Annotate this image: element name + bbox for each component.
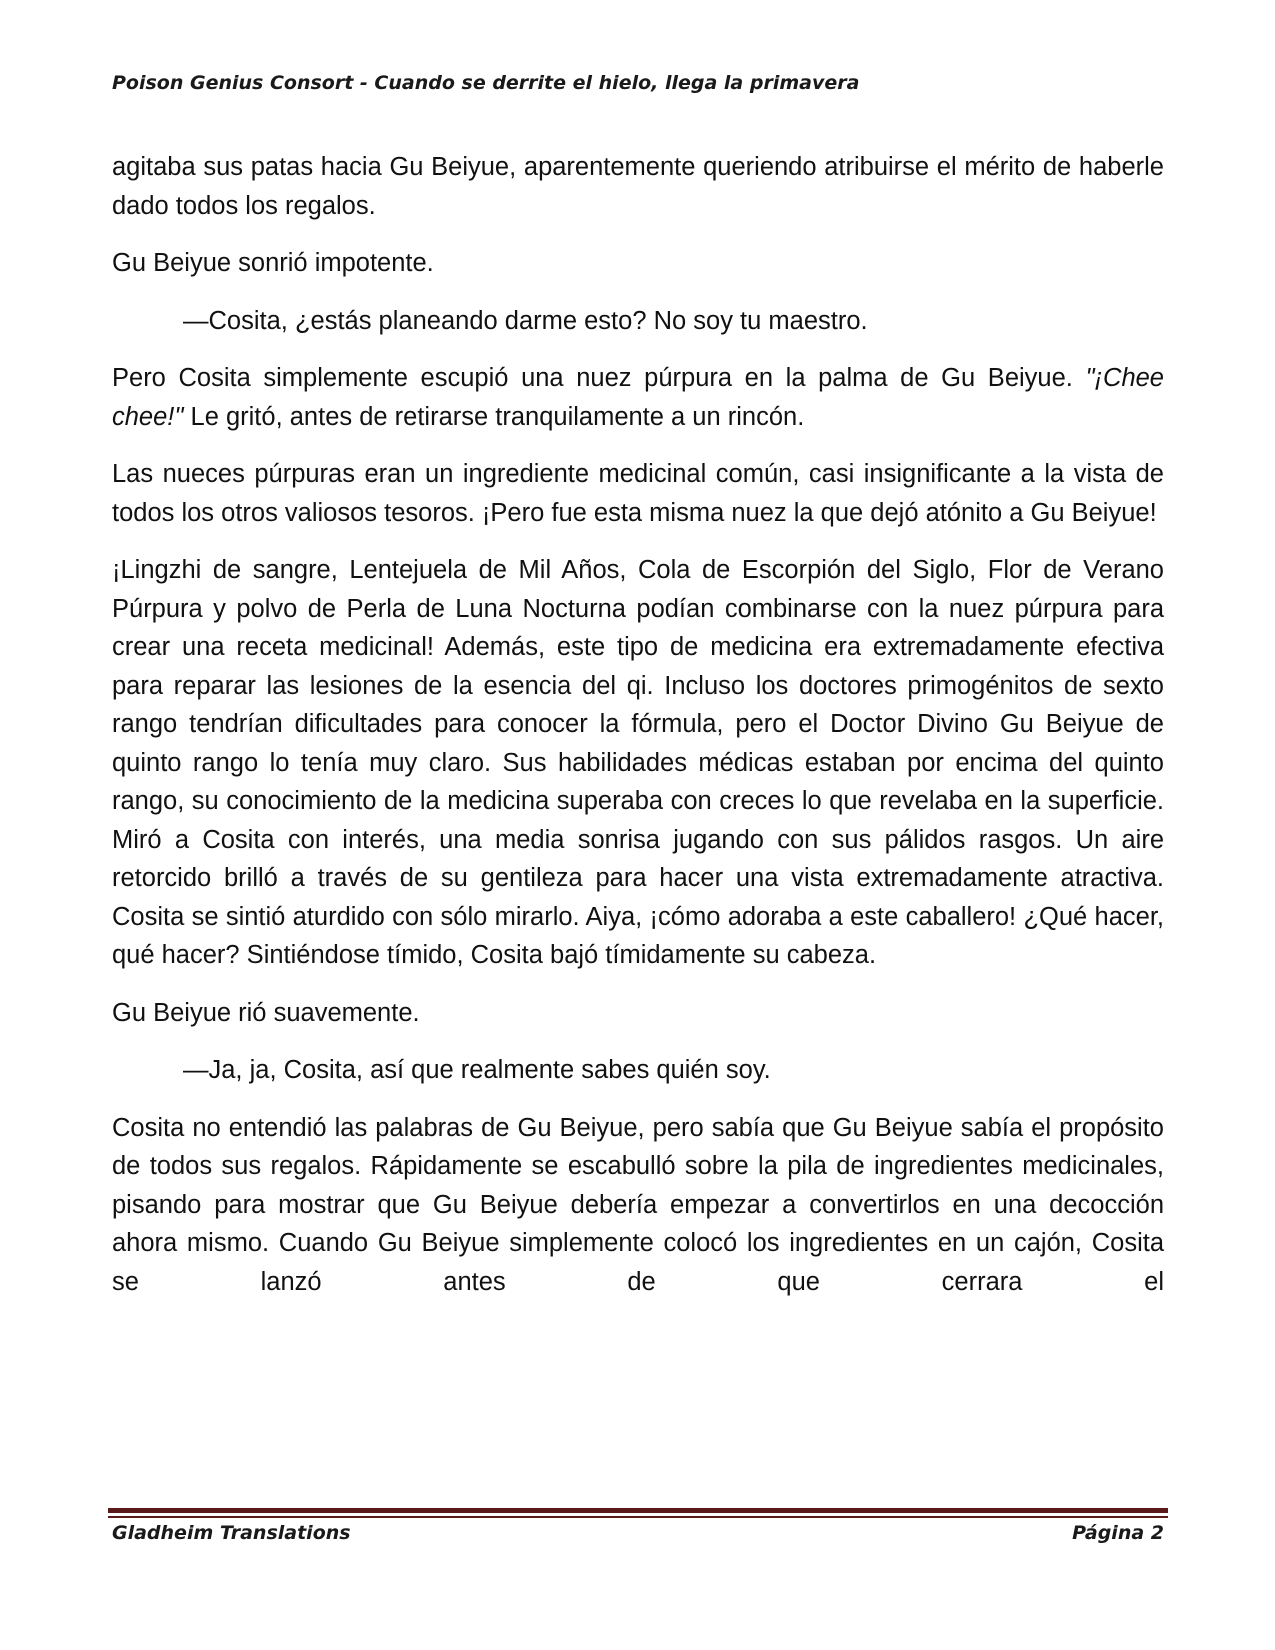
paragraph-4-text-a: Pero Cosita simplemente escupió una nuez púrpura en la palma de Gu Beiyue. [112,364,1086,392]
paragraph-2: Gu Beiyue sonrió impotente. [112,249,434,277]
paragraph-6: ¡Lingzhi de sangre, Lentejuela de Mil Años, Cola de Escorpión del Siglo, Flor de Verano Púrpura y polvo de Perla de Luna Nocturna podían combinarse con la nuez púrpura para crear una receta medicinal! Además, este tipo de medicina era extremadamente efectiva para reparar las lesiones de la esencia del qi. Incluso los doctores primogénitos de sexto rango tendrían dificultades para conocer la fórmula, pero el Doctor Divino Gu Beiyue de quinto rango lo tenía muy claro. Sus habilidades médicas estaban por encima del quinto rango, su conocimiento de la medicina superaba con creces lo que revelaba en la superficie. Miró a Cosita con interés, una media sonrisa jugando con sus pálidos rasgos. Un aire retorcido brilló a través de su gentileza para hacer una vista extremadamente atractiva. Cosita se sintió aturdido con sólo mirarlo. Aiya, ¡cómo adoraba a este caballero! ¿Qué hacer, qué hacer? Sintiéndose tímido, Cosita bajó tímidamente su cabeza. [112,556,1164,969]
paragraph-9: Cosita no entendió las palabras de Gu Beiyue, pero sabía que Gu Beiyue sabía el propósito de todos sus regalos. Rápidamente se escabulló sobre la pila de ingredientes medicinales, pisando para mostrar que Gu Beiyue debería empezar a convertirlos en una decocción ahora mismo. Cuando Gu Beiyue simplemente colocó los ingredientes en un cajón, Cosita se lanzó antes de que cerrara el [112,1113,1164,1296]
footer-translator-name: Gladheim Translations [112,1522,351,1544]
footer-divider-thick [108,1508,1168,1513]
page-footer [112,1522,1164,1544]
paragraph-1: agitaba sus patas hacia Gu Beiyue, aparentemente queriendo atribuirse el mérito de haberle dado todos los regalos. [112,153,1164,220]
paragraph-7: Gu Beiyue rió suavemente. [112,998,420,1027]
document-body [112,148,1164,1320]
paragraph-4-text-b: Le gritó, antes de retirarse tranquilamente a un rincón. [183,402,805,431]
paragraph-4-italic-exclamation: "¡Chee chee!" [112,364,1164,431]
footer-divider-thin [108,1516,1168,1518]
dialogue-paragraph-3: —Cosita, ¿estás planeando darme esto? No soy tu maestro. [183,306,868,335]
paragraph-4 [112,359,1164,436]
dialogue-paragraph-8: —Ja, ja, Cosita, así que realmente sabes quién soy. [183,1056,771,1084]
footer-page-number: Página 2 [1072,1522,1164,1544]
paragraph-5: Las nueces púrpuras eran un ingrediente medicinal común, casi insignificante a la vista de todos los otros valiosos tesoros. ¡Pero fue esta misma nuez la que dejó atónito a Gu Beiyue! [112,460,1164,527]
page-header-title: Poison Genius Consort - Cuando se derrite el hielo, llega la primavera [112,72,860,94]
